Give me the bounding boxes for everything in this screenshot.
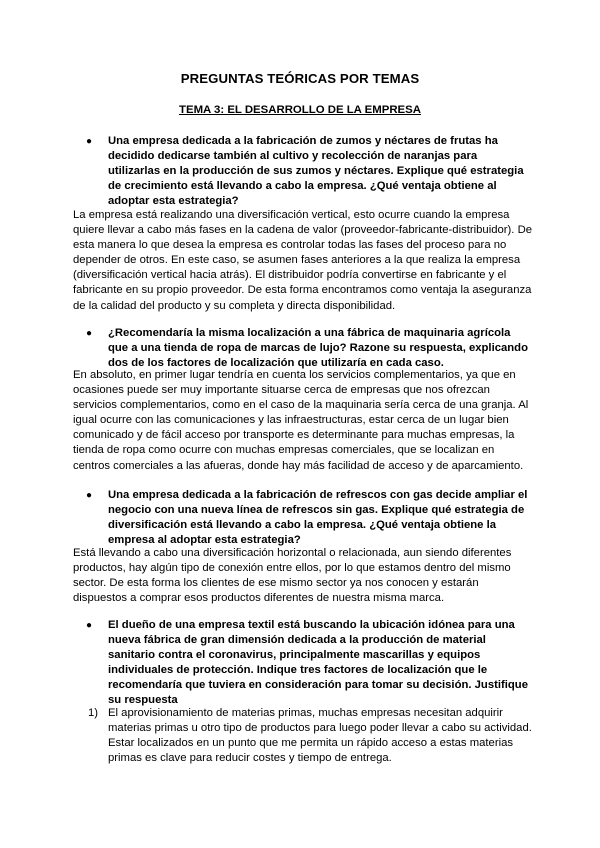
list-item-number: 1) — [88, 707, 99, 719]
question-1: Una empresa dedicada a la fabricación de zumos y néctares de frutas ha decidido dedicarse también al cultivo y recolección de naranjas para utilizarlas en la producción de sus zumos y néctares. Explique qué estrategia de crecimiento está llevando a cabo la empresa. ¿Qué ventaja obtiene al adoptar esta estrategia? — [108, 135, 524, 208]
answer-3: Está llevando a cabo una diversificación horizontal o relacionada, aun siendo diferentes productos, hay algún tipo de conexión entre ellos, por lo que estamos dentro del mismo sector. De esta forma los clientes de ese mismo sector ya nos conocen y estarán dispuestos a comprar esos productos diferentes de nuestra misma marca. — [73, 547, 512, 605]
list-item-text: El aprovisionamiento de materias primas, muchas empresas necesitan adquirir materias primas u otro tipo de productos para luego poder llevar a cabo su actividad. Estar localizados en un punto que me permita un rápido acceso a estas materias primas es clave para reducir costes y tiempo de entrega. — [108, 707, 532, 765]
answer-2: En absoluto, en primer lugar tendría en cuenta los servicios complementarios, ya que en ocasiones puede ser muy importante situarse cerca de empresas que nos ofrezcan servicios complementarios, como en el caso de la maquinaria sería cerca de una granja. Al igual ocurre con las comunicaciones y las infraestructuras, estar cerca de un lugar bien comunicado y de fácil acceso por transporte es determinante para muchas empresas, la tienda de ropa como ocurre con muchas empresas comerciales, que se localizan en centros comerciales a las afueras, donde hay más facilidad de acceso y de aparcamiento. — [73, 369, 529, 472]
bullet-icon: ● — [86, 620, 93, 631]
question-2: ¿Recomendaría la misma localización a una fábrica de maquinaria agrícola que a una tienda de ropa de marcas de lujo? Razone su respuesta, explicando dos de los factores de localización que utilizaría en cada caso. — [108, 327, 528, 370]
bullet-icon: ● — [86, 328, 93, 339]
bullet-icon: ● — [86, 136, 93, 147]
bullet-icon: ● — [86, 490, 93, 501]
answer-1: La empresa está realizando una diversificación vertical, esto ocurre cuando la empresa quiere llevar a cabo más fases en la cadena de valor (proveedor-fabricante-distribuidor). De esta manera lo que desea la empresa es controlar todas las fases del proceso para no depender de otros. En este caso, se asumen fases anteriores a la que realiza la empresa (diversificación vertical hacia atrás). El distribuidor podría convertirse en fabricante y el fabricante en su propio proveedor. De esta forma encontramos como ventaja la aseguranza de la calidad del producto y su completa y directa disponibilidad. — [73, 209, 533, 312]
document-title: PREGUNTAS TEÓRICAS POR TEMAS — [180, 71, 420, 86]
question-3: Una empresa dedicada a la fabricación de refrescos con gas decide ampliar el negocio con una nueva línea de refrescos sin gas. Explique qué estrategia de diversificación está llevando a cabo la empresa. ¿Qué ventaja obtiene la empresa al adoptar esta estrategia? — [108, 489, 528, 547]
document-subtitle: TEMA 3: EL DESARROLLO DE LA EMPRESA — [179, 104, 421, 116]
question-4: El dueño de una empresa textil está buscando la ubicación idónea para una nueva fábrica de gran dimensión dedicada a la producción de material sanitario contra el coronavirus, principalmente mascarillas y equipos individuales de protección. Indique tres factores de localización que le recomendaría que tuviera en consideración para tomar su decisión. Justifique su respuesta — [108, 619, 528, 707]
